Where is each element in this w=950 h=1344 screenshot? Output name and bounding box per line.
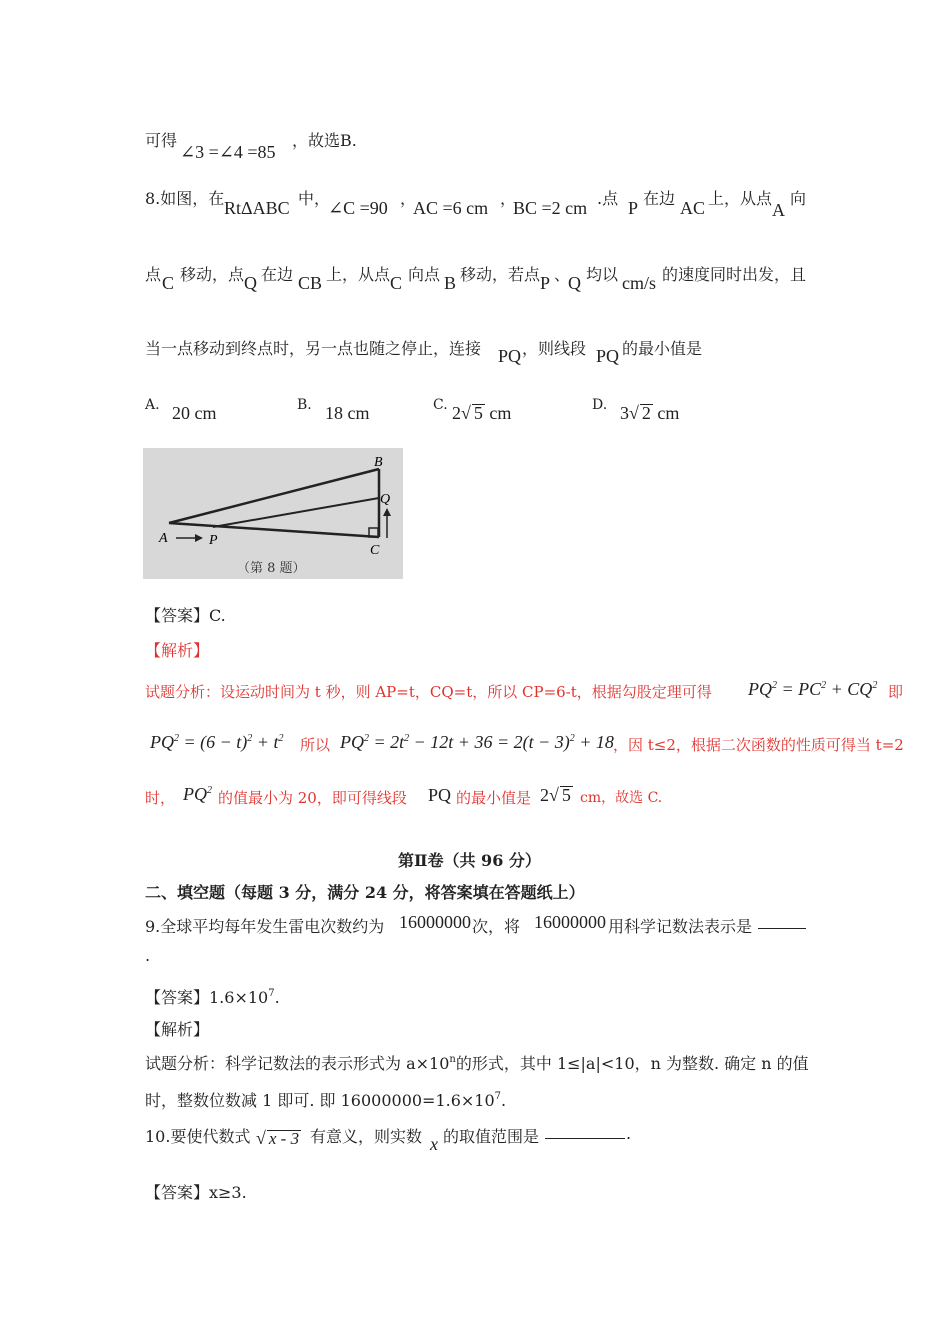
q9-jiexi: 【解析】 <box>145 1020 210 1039</box>
prev-math: ∠3 =∠4 =85 <box>180 142 276 162</box>
q8-c2: C <box>390 273 403 293</box>
q8-q1: Q <box>244 273 257 293</box>
q8-yidong: 移动，点 <box>180 265 245 284</box>
q10-answer: 【答案】x≥3. <box>145 1183 247 1202</box>
q8-junyi: 均以 <box>586 265 619 284</box>
q8-analysis1-a: 试题分析：设运动时间为 t 秒，则 AP=t，CQ=t，所以 CP=6-t，根据勾股定理可得 <box>145 683 712 701</box>
q9-blank[interactable] <box>758 910 806 929</box>
option-a-value: 20 cm <box>172 403 217 423</box>
q8-dun: 、 <box>554 265 571 284</box>
figure-caption: （第 8 题） <box>237 561 306 576</box>
q8-analysis2-a: 所以 <box>300 736 331 754</box>
q8-formula3: $PQ^2 = 2t^2 - 12t + 36 = 2(t - 3)^2 + 18$ <box>340 732 614 752</box>
q8-c1: C <box>162 273 175 293</box>
option-d-label: D. <box>592 397 608 413</box>
q10-b: 有意义，则实数 <box>310 1127 423 1146</box>
q8-line1-a: 8.如图，在 <box>145 189 225 208</box>
q8-comma1: ， <box>400 189 417 208</box>
option-a-label: A. <box>145 397 160 413</box>
label-a: A <box>159 531 168 546</box>
q8-p2: P <box>540 273 551 293</box>
q8-q2: Q <box>568 273 581 293</box>
label-c: C <box>370 543 380 558</box>
q9-ana1: 试题分析：科学记数法的表示形式为 $a\times 10^n$的形式，其中 1≤|a|<10，n 为整数. 确定 n 的值 <box>145 1054 809 1073</box>
q10-sqrt: √ x - 3 <box>256 1128 300 1148</box>
q8-analysis2-b: ，因 t≤2，根据二次函数的性质可得当 t=2 <box>613 736 904 754</box>
q8-pq1: PQ <box>498 346 522 366</box>
q8-zaibian: 在边 <box>643 189 676 208</box>
q8-analysis3-value: 2√ 5 <box>540 785 571 805</box>
q8-zaibian2: 在边 <box>261 265 294 284</box>
q8-analysis3-c: 的最小值是 <box>456 789 532 807</box>
q8-b: B <box>444 273 457 293</box>
q8-formula2: $PQ^2 = (6 - t)^2 + t^2$ <box>150 732 284 752</box>
q8-yidong-ruo: 移动，若点 <box>460 265 541 284</box>
q8-analysis3-a: 时， <box>145 789 176 807</box>
label-p: P <box>209 533 218 548</box>
q8-line3-a: 当一点移动到终点时，另一点也随之停止，连接 <box>145 339 482 358</box>
line-pq <box>213 498 379 527</box>
q8-zhong: 中， <box>298 189 331 208</box>
q8-sudu: 的速度同时出发，且 <box>662 265 807 284</box>
q8-unit: cm/s <box>622 273 656 293</box>
q10-a: 10.要使代数式 <box>145 1127 251 1146</box>
q8-dot-point: .点 <box>597 189 619 208</box>
q8-ac2: AC <box>680 198 706 218</box>
q9-c: 用科学记数法表示是 <box>608 917 753 936</box>
q8-shang-cong: 上，从点 <box>708 189 773 208</box>
q9-b: 次，将 <box>472 917 521 936</box>
label-q: Q <box>380 492 391 507</box>
q8-answer: 【答案】C. <box>145 606 226 625</box>
q8-pq2: PQ <box>596 346 620 366</box>
option-b-label: B. <box>297 397 312 413</box>
prev-text: 可得 <box>145 131 178 150</box>
q9-num1: 16000000 <box>399 912 471 932</box>
q10-blank[interactable] <box>545 1120 625 1139</box>
section2-heading: 二、填空题（每题 3 分，满分 24 分，将答案填在答题纸上） <box>145 883 585 902</box>
q8-xiang: 向 <box>790 189 807 208</box>
q8-line3-b: ，则线段 <box>522 339 587 358</box>
q8-angle: ∠C =90 <box>328 198 388 218</box>
option-c-value: 2√ 5 cm <box>452 403 512 423</box>
q8-shang-cong2: 上，从点 <box>326 265 391 284</box>
q8-cb: CB <box>298 273 323 293</box>
label-b: B <box>374 455 383 470</box>
q8-analysis1-b: 即 <box>888 683 904 701</box>
q9-a: 9.全球平均每年发生雷电次数约为 <box>145 917 385 936</box>
q8-comma2: ， <box>500 189 517 208</box>
q10-period: . <box>626 1124 632 1143</box>
q9-period: . <box>145 946 151 965</box>
q8-formula1: $PQ^2 = PC^2 + CQ^2$ <box>748 679 878 699</box>
q10-c: 的取值范围是 <box>443 1127 540 1146</box>
q10-x: x <box>430 1134 438 1154</box>
q8-p1: P <box>628 198 639 218</box>
arrow-up-head <box>383 508 391 516</box>
q8-formula4: $PQ^2$ <box>183 784 212 804</box>
q8-analysis3-pq: PQ <box>428 785 452 805</box>
q8-a: A <box>772 200 785 220</box>
q8-xiang-dian: 向点 <box>408 265 441 284</box>
option-c-label: C. <box>433 397 448 413</box>
figure-8 <box>143 448 403 579</box>
q8-jiexi: 【解析】 <box>145 641 210 660</box>
q8-analysis3-b: 的值最小为 20，即可得线段 <box>218 789 407 807</box>
arrow-right-head <box>195 534 203 542</box>
q8-rt: RtΔABC <box>224 198 290 218</box>
q8-bc: BC =2 cm <box>513 198 588 218</box>
section2-title: 第Ⅱ卷（共 96 分） <box>398 851 541 870</box>
q8-line3-c: 的最小值是 <box>622 339 703 358</box>
q9-ana2: 时，整数位数减 1 即可. 即 $16000000=1.6\times 10^7$. <box>145 1091 507 1110</box>
figure-8-svg <box>143 448 403 579</box>
prev-tail: ，故选B. <box>292 131 357 150</box>
q9-num2: 16000000 <box>534 912 606 932</box>
q8-ac: AC =6 cm <box>413 198 489 218</box>
line-ac <box>169 523 379 537</box>
option-d-value: 3√ 2 cm <box>620 403 680 423</box>
option-b-value: 18 cm <box>325 403 370 423</box>
q9-answer: 【答案】$1.6\times 10^7$. <box>145 988 280 1007</box>
q8-analysis3-unit: cm，故选 C. <box>580 790 663 806</box>
line-ab <box>169 469 379 523</box>
q8-line2-dian: 点 <box>145 265 162 284</box>
